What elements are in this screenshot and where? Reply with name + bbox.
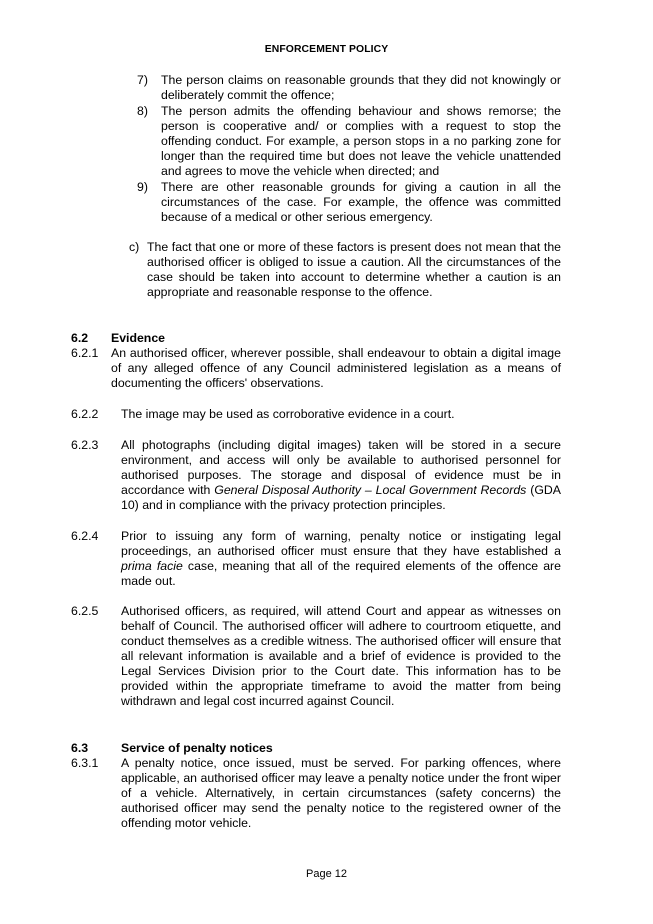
para-6-2-3-number: 6.2.3 [71, 438, 99, 452]
list-marker-9: 9) [137, 180, 148, 194]
para-6-2-2-number: 6.2.2 [71, 407, 99, 421]
item-c-text: The fact that one or more of these factors is present does not mean that the authorised officer is obliged to issue a caution. All the circumstances of the case should be taken into account to determine whether a caution is an appropriate and reasonable response to the offence. [147, 240, 561, 299]
para-6-2-4-text-b: case, meaning that all of the required elements of the offence are made out. [121, 559, 561, 588]
para-6-2-4-number: 6.2.4 [71, 529, 99, 543]
section-6-2-title: Evidence [111, 331, 165, 345]
page-number: Page 12 [306, 868, 347, 880]
para-6-2-3-italic: General Disposal Authority – Local Government Records [214, 483, 527, 497]
para-6-2-3-text-b: (GDA 10) and in compliance with the privacy protection principles. [121, 483, 561, 512]
para-6-2-3 [121, 438, 561, 513]
list-item-7: The person claims on reasonable grounds that they did not knowingly or deliberately commit the offence; [161, 73, 561, 102]
item-c-marker: c) [129, 240, 140, 254]
para-6-2-4-text-a: Prior to issuing any form of warning, penalty notice or instigating legal proceedings, an authorised officer must ensure that they have established a [121, 529, 561, 558]
section-6-3-number: 6.3 [71, 741, 89, 755]
page-header: ENFORCEMENT POLICY [264, 44, 389, 55]
para-6-3-1: A penalty notice, once issued, must be served. For parking offences, where applicable, an authorised officer may leave a penalty notice under the front wiper of a vehicle. Alternatively, in certain circumstances (safety concerns) the authorised officer may send the penalty notice to the registered owner of the offending motor vehicle. [121, 756, 561, 830]
para-6-2-2: The image may be used as corroborative evidence in a court. [121, 407, 455, 421]
list-marker-8: 8) [137, 104, 148, 118]
para-6-2-1: An authorised officer, wherever possible, shall endeavour to obtain a digital image of any alleged offence of any Council administered legislation as a means of documenting the officers' observations. [111, 346, 561, 390]
section-6-2-number: 6.2 [71, 331, 89, 345]
para-6-2-5-number: 6.2.5 [71, 604, 99, 618]
list-item-9: There are other reasonable grounds for giving a caution in all the circumstances of the case. For example, the offence was committed because of a medical or other serious emergency. [161, 180, 561, 224]
para-6-2-3-text-a: All photographs (including digital images) taken will be stored in a secure environment, and access will only be available to authorised personnel for authorised purposes. The storage and disposal of evidence must be in accordance with [121, 438, 561, 497]
list-marker-7: 7) [137, 73, 148, 87]
list-item-8: The person admits the offending behaviour and shows remorse; the person is cooperative and/ or complies with a request to stop the offending conduct. For example, a person stops in a no parking zone for longer than the required time but does not leave the vehicle unattended and agrees to move the vehicle when directed; and [161, 104, 561, 178]
para-6-2-1-number: 6.2.1 [71, 346, 99, 360]
para-6-3-1-number: 6.3.1 [71, 756, 99, 770]
section-6-3-title: Service of penalty notices [121, 741, 273, 755]
para-6-2-5: Authorised officers, as required, will attend Court and appear as witnesses on behalf of Council. The authorised officer will adhere to courtroom etiquette, and conduct themselves as a credible witness. The authorised officer will ensure that all relevant information is available and a brief of evidence is provided to the Legal Services Division prior to the Court date. This information has to be provided within the appropriate timeframe to avoid the matter from being withdrawn and legal cost incurred against Council. [121, 604, 561, 708]
para-6-2-4-italic: prima facie [121, 559, 183, 573]
para-6-2-4 [121, 529, 561, 589]
